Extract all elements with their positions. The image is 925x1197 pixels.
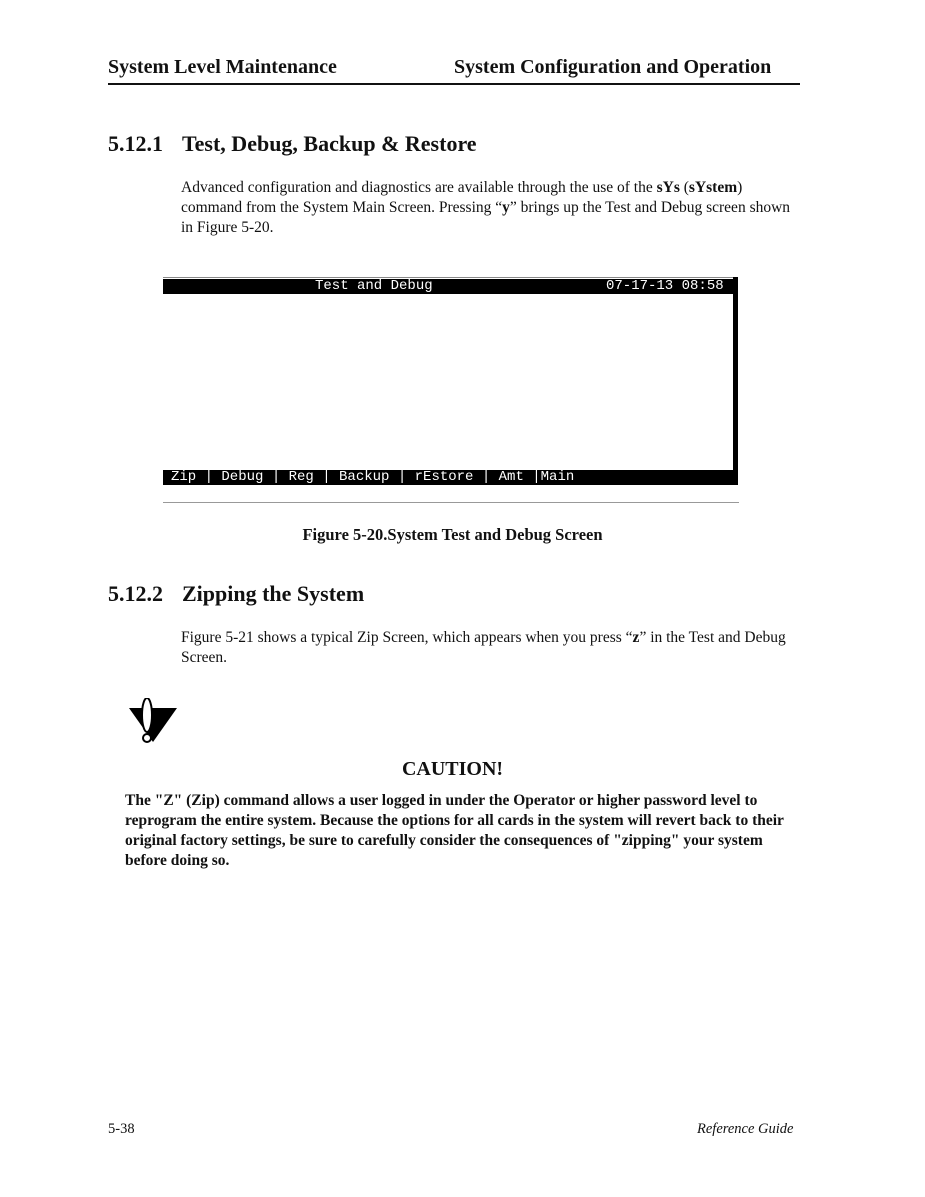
section-number: 5.12.2 [108,581,163,606]
text-run: Figure 5-21 shows a typical Zip Screen, which appears when you press “ [181,629,633,646]
terminal-menu-bar [163,470,733,485]
terminal-title: Test and Debug [315,278,433,294]
terminal-title-bar [163,279,733,294]
key-text: y [502,199,510,216]
caution-text: The "Z" (Zip) command allows a user logged in under the Operator or higher password level to reprogram the entire system. Because the options for all cards in the system will revert back to their original factory settings, be sure to carefully consider the consequences of "zipping" your system before doing so. [125,792,784,869]
terminal-menu-items: Zip | Debug | Reg | Backup | rEstore | Amt |Main [171,469,575,485]
section-title: Test, Debug, Backup & Restore [182,131,477,156]
terminal-screen [163,277,739,487]
caution-icon [127,698,179,744]
footer-document-title: Reference Guide [697,1121,794,1137]
section2-paragraph [181,628,791,668]
section-number: 5.12.1 [108,131,163,156]
header-right-title: System Configuration and Operation [454,56,772,78]
section-heading-5-12-1 [108,131,477,157]
text-run: Advanced configuration and diagnostics are available through the use of the [181,179,657,196]
header-left-title: System Level Maintenance [108,56,337,78]
figure-bottom-rule [163,502,739,503]
command-text: sYs [656,179,680,196]
terminal-right-border [733,277,738,485]
footer-page-number: 5-38 [108,1121,135,1137]
section-title: Zipping the System [182,581,365,606]
header-rule [108,83,800,85]
text-run: ) command from the System Main Screen. Pressing “ [181,179,743,216]
section-heading-5-12-2 [108,581,364,607]
text-run: ” brings up the Test and Debug screen shown in Figure 5-20. [181,199,791,236]
terminal-datetime: 07-17-13 08:58 [606,278,724,294]
key-text: z [632,629,640,646]
section1-paragraph [181,178,791,238]
caution-heading: CAUTION! [401,758,504,780]
command-text: sYstem [688,179,738,196]
figure-caption: Figure 5-20.System Test and Debug Screen [302,525,603,544]
text-run: ( [679,179,689,196]
text-run: ” in the Test and Debug Screen. [181,629,786,666]
